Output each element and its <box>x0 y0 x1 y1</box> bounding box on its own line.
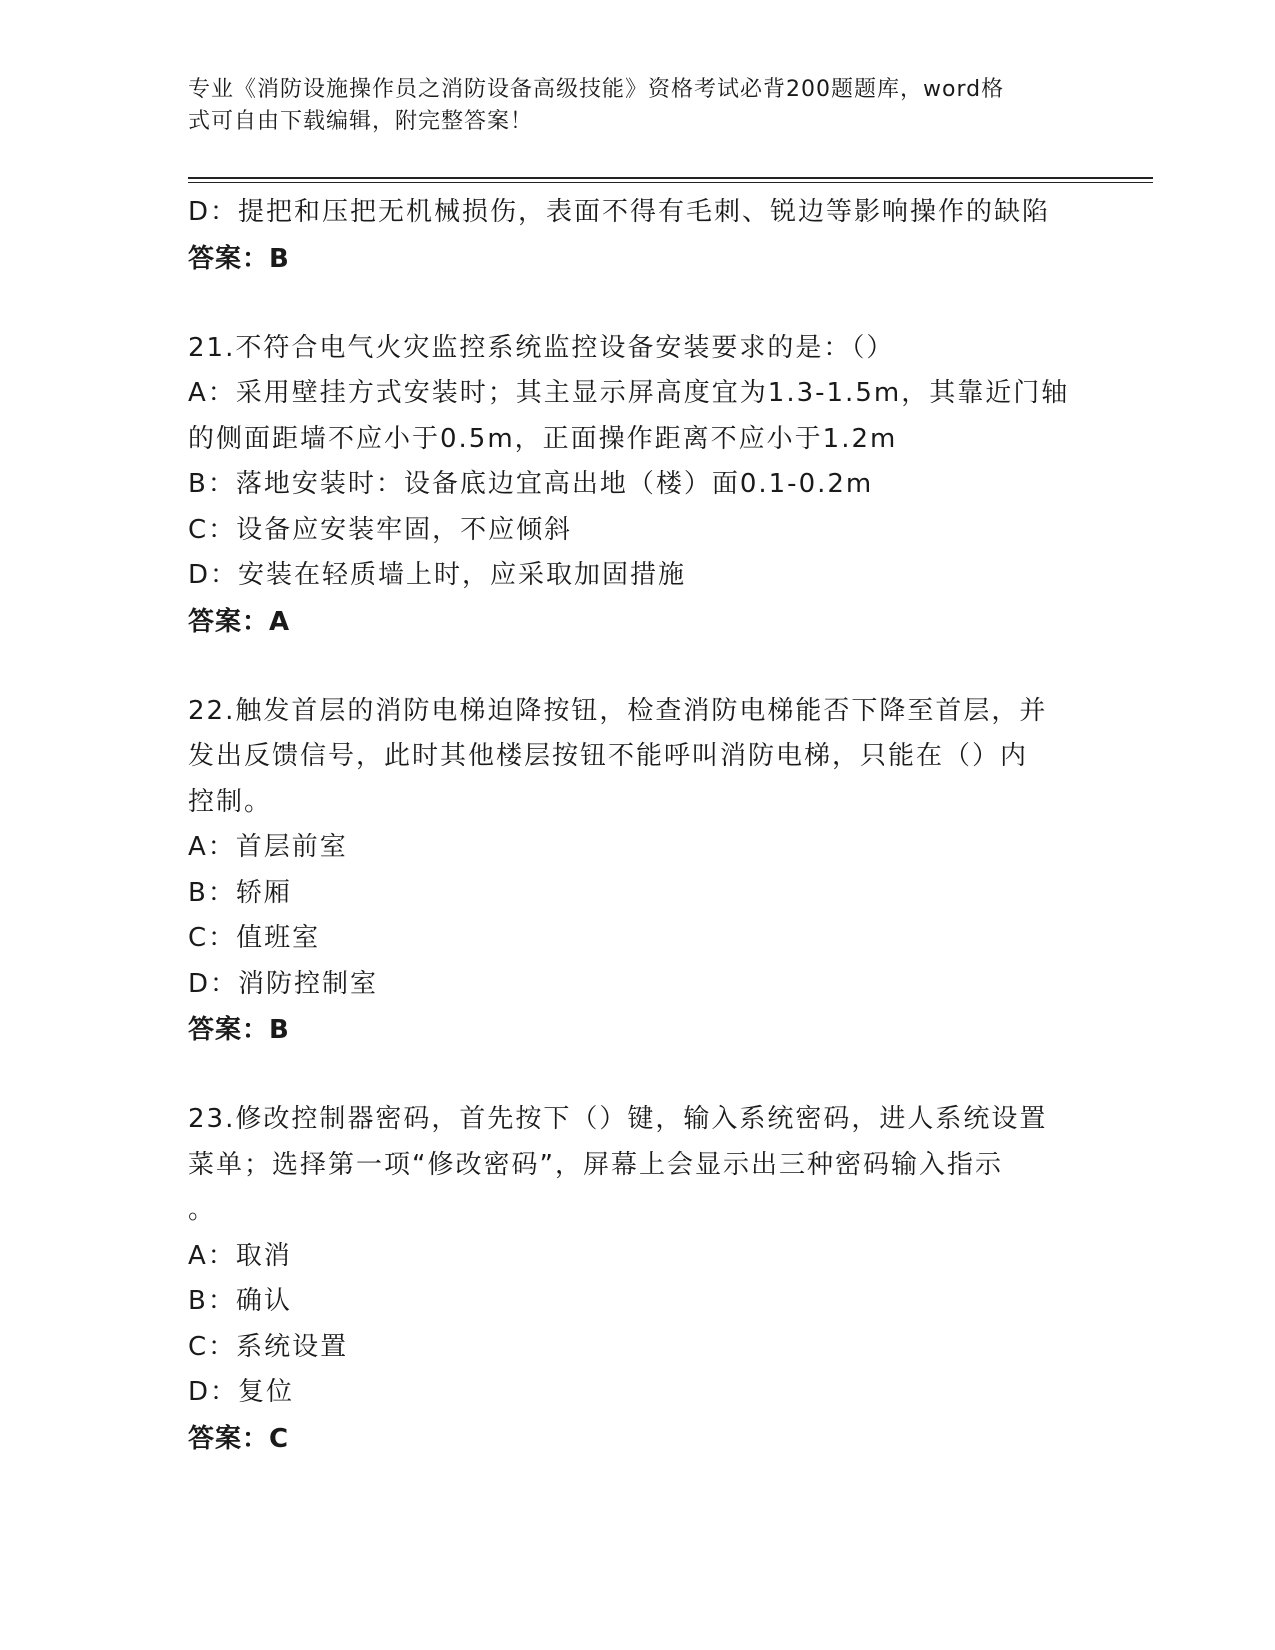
option-b: B：确认 <box>188 1286 292 1316</box>
option-a: A：采用壁挂方式安装时；其主显示屏高度宜为1.3-1.5m，其靠近门轴 <box>188 378 1070 408</box>
option-a-continued: 的侧面距墙不应小于0.5m，正面操作距离不应小于1.2m <box>188 423 898 454</box>
answer: 答案：C <box>188 1423 290 1454</box>
question-text: 控制。 <box>188 786 273 817</box>
option-d: D：提把和压把无机械损伤，表面不得有毛刺、锐边等影响操作的缺陷 <box>188 197 1051 227</box>
option-c: C：设备应安装牢固，不应倾斜 <box>188 514 573 545</box>
option-a: A：首层前室 <box>188 832 348 862</box>
option-d: D：复位 <box>188 1377 295 1407</box>
question-23 <box>188 1097 1088 1462</box>
spacer <box>188 1053 1088 1097</box>
option-b: B：轿厢 <box>188 877 292 908</box>
option-c: C：系统设置 <box>188 1331 349 1362</box>
question-text: 21.不符合电气火灾监控系统监控设备安装要求的是：（） <box>188 332 895 363</box>
answer: 答案：B <box>188 243 290 274</box>
question-22 <box>188 689 1088 1054</box>
spacer <box>188 282 1088 326</box>
question-list <box>188 190 1088 1462</box>
header-rule-thin <box>188 182 1153 183</box>
question-text: 。 <box>188 1195 217 1225</box>
document-header <box>188 74 1068 138</box>
answer: 答案：A <box>188 606 291 637</box>
header-rule-thick <box>188 177 1153 179</box>
option-c: C：值班室 <box>188 923 321 953</box>
option-b: B：落地安装时：设备底边宜高出地（楼）面0.1-0.2m <box>188 469 874 499</box>
option-a: A：取消 <box>188 1240 292 1271</box>
header-line-2: 式可自由下载编辑，附完整答案！ <box>188 109 534 134</box>
question-text: 发出反馈信号，此时其他楼层按钮不能呼叫消防电梯，只能在（）内 <box>188 741 1029 771</box>
question-text: 22.触发首层的消防电梯迫降按钮，检查消防电梯能否下降至首层，并 <box>188 695 1048 726</box>
answer: 答案：B <box>188 1015 290 1045</box>
header-line-1: 专业《消防设施操作员之消防设备高级技能》资格考试必背200题题库，word格 <box>188 77 1005 102</box>
question-21 <box>188 326 1088 645</box>
question-text: 菜单；选择第一项“修改密码”，屏幕上会显示出三种密码输入指示 <box>188 1149 1003 1180</box>
question-text: 23.修改控制器密码，首先按下（）键，输入系统密码，进人系统设置 <box>188 1104 1048 1134</box>
spacer <box>188 645 1088 689</box>
option-d: D：消防控制室 <box>188 968 379 999</box>
option-d: D：安装在轻质墙上时，应采取加固措施 <box>188 560 687 590</box>
